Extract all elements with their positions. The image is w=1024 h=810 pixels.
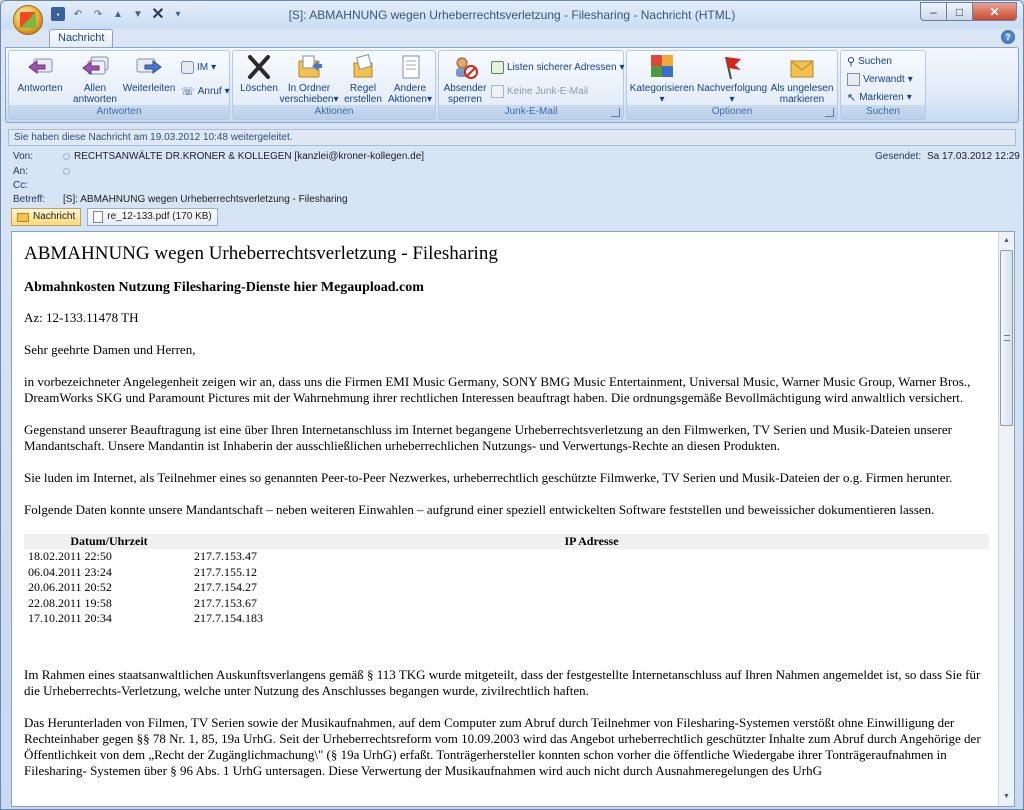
column-header-ip: IP Adresse: [194, 534, 989, 549]
delete-icon[interactable]: ✕: [151, 6, 165, 23]
block-sender-label-1: Absender: [443, 83, 487, 94]
dropdown-arrow-icon: ▾: [426, 94, 432, 105]
dialog-launcher-icon[interactable]: [611, 108, 620, 117]
move-to-folder-button[interactable]: [279, 53, 339, 105]
window-controls: [920, 2, 1017, 21]
block-sender-button[interactable]: [441, 53, 489, 105]
table-row: [24, 611, 989, 627]
from-value[interactable]: [63, 151, 424, 162]
dropdown-arrow-icon: ▾: [729, 94, 735, 105]
subject-label: Betreff:: [13, 194, 46, 205]
group-antworten: [8, 50, 230, 120]
reply-all-button[interactable]: [69, 53, 121, 105]
paragraph-2: Gegenstand unserer Beauftragung ist eine über Ihren Internetanschluss im Internet begangene Urheberrechtsverletzung an den Filmwerken, TV Serien und Musik-Dateien unserer Mandantschaft. Unsere Mandantin ist Inhaberin der ausschließlichen urheberrechlichen Nutzungs- und Verwertungs-Rechte an diesen Produkten.: [24, 422, 952, 453]
not-junk-label: Keine Junk-E-Mail: [507, 86, 589, 97]
related-label: Verwandt: [863, 74, 905, 85]
group-label-antworten: Antworten: [9, 105, 229, 119]
grip-icon: [1004, 335, 1010, 341]
other-actions-label-1: Andere: [393, 83, 427, 94]
message-tab-label: Nachricht: [33, 211, 76, 222]
group-aktionen: [232, 50, 436, 120]
office-button[interactable]: [13, 5, 43, 35]
group-label-aktionen: Aktionen: [233, 105, 435, 119]
safe-lists-button[interactable]: [491, 61, 625, 74]
follow-up-label: Nachverfolgung: [697, 83, 768, 94]
cursor-icon: ↖: [847, 92, 857, 104]
pdf-file-icon: [93, 211, 103, 223]
pdf-attachment-label: re_12-133.pdf (170 KB): [107, 211, 212, 222]
other-actions-label-2: Aktionen: [388, 94, 427, 105]
safe-lists-label: Listen sicherer Adressen: [507, 62, 617, 73]
reply-label: Antworten: [17, 83, 63, 94]
move-label-1: In Ordner: [287, 83, 331, 94]
body-heading: ABMAHNUNG wegen Urheberrechtsverletzung - Filesharing: [24, 243, 498, 264]
paragraph-5: Im Rahmen eines staatsanwaltlichen Auskunftsverlangens gemäß § 113 TKG wurde mitgeteilt, dass der festgestellte Internetanschluss auf Ihren Nahmen angemeldet ist, so dass Sie für die Urheberrechts-Verletzung, welche unter Nutzung des Anschlusses begangen wurde, zivilrechtlich haften.: [24, 666, 981, 698]
dropdown-arrow-icon: ▾: [659, 94, 665, 105]
categorize-label: Kategorisieren: [629, 83, 695, 94]
paragraph-4: Folgende Daten konnte unsere Mandantschaft – neben weiteren Einwahlen – aufgrund einer speziell entwickelten Software feststellen und beweissicher dokumentieren lassen.: [24, 502, 935, 517]
envelope-icon: [17, 213, 29, 222]
select-label: Markieren: [859, 92, 904, 103]
chat-icon: [181, 61, 194, 74]
from-label: Von:: [13, 151, 34, 162]
cc-label: Cc:: [13, 180, 28, 191]
scrollbar-thumb[interactable]: [1000, 250, 1013, 426]
message-body[interactable]: [11, 231, 1015, 807]
find-label: Suchen: [858, 56, 892, 67]
to-label: An:: [13, 166, 29, 177]
scroll-down-arrow-icon[interactable]: ▼: [1003, 793, 1010, 800]
safe-list-icon: [491, 61, 504, 74]
undo-icon[interactable]: ↶: [73, 8, 83, 20]
phone-icon: ☏: [181, 86, 195, 98]
mark-unread-label-2: markieren: [779, 94, 825, 105]
dropdown-arrow-icon: ▾: [907, 74, 913, 85]
group-junk-email: [438, 50, 624, 120]
from-address: RECHTSANWÄLTE DR.KRONER & KOLLEGEN [kanzlei@kroner-kollegen.de]: [74, 151, 425, 162]
ribbon-tab-row: [1, 29, 1023, 47]
attachment-bar: [11, 208, 218, 228]
ip-table: [24, 534, 989, 627]
forward-icon: [134, 53, 164, 81]
reply-all-label-1: Allen: [83, 83, 107, 94]
rule-label-2: erstellen: [344, 94, 382, 105]
group-label-suchen: Suchen: [841, 105, 925, 119]
tab-nachricht[interactable]: Nachricht: [49, 29, 113, 47]
up-arrow-icon[interactable]: ▲: [113, 8, 123, 20]
message-content: [24, 242, 986, 795]
rule-label-1: Regel: [349, 83, 377, 94]
dropdown-arrow-icon: ▾: [619, 62, 625, 73]
select-button[interactable]: [847, 91, 912, 104]
scroll-up-arrow-icon[interactable]: ▲: [1003, 237, 1010, 244]
related-button[interactable]: [847, 73, 913, 86]
title-bar: [1, 1, 1023, 29]
ip-cell: 217.7.153.47: [194, 549, 257, 563]
table-row: [24, 549, 989, 565]
reply-all-label-2: antworten: [73, 94, 117, 105]
maximize-button[interactable]: □: [947, 2, 973, 21]
ip-cell: 217.7.154.183: [194, 611, 263, 625]
call-button[interactable]: [181, 85, 230, 98]
other-actions-button[interactable]: [385, 53, 435, 105]
down-arrow-icon[interactable]: ▼: [133, 8, 143, 20]
group-suchen: [840, 50, 926, 120]
create-rule-button[interactable]: [341, 53, 385, 105]
mark-unread-button[interactable]: [769, 53, 835, 105]
dropdown-arrow-icon: ▾: [224, 86, 230, 97]
info-bar[interactable]: Sie haben diese Nachricht am 19.03.2012 10:48 weitergeleitet.: [8, 129, 1016, 146]
salutation: Sehr geehrte Damen und Herren,: [24, 342, 196, 357]
forward-button[interactable]: [121, 53, 177, 94]
ip-table-header: [24, 534, 989, 549]
ribbon: [5, 47, 1019, 123]
save-icon[interactable]: ▪: [51, 7, 65, 21]
not-junk-button[interactable]: [491, 85, 588, 98]
body-subheading: Abmahnkosten Nutzung Filesharing-Dienste hier Megaupload.com: [24, 280, 424, 295]
dropdown-arrow-icon: ▾: [906, 92, 912, 103]
paragraph-1: in vorbezeichneter Angelegenheit zeigen wir an, dass uns die Firmen EMI Music Germany, SONY BMG Music Entertainment, Universal Music, Warner Music Group, Warner Bros., DreamWorks SKG und Paramount Pictures mit der Wahrnehmung ihrer rechtlichen Interessen beauftragt haben. Die ordnungsgemäße Bevollmächtigung wird anwaltlich versichert.: [24, 374, 971, 405]
dropdown-arrow-icon: ▾: [211, 62, 217, 73]
table-row: [24, 596, 989, 612]
group-label-junk: Junk-E-Mail: [439, 105, 623, 119]
mark-unread-label-1: Als ungelesen: [770, 83, 834, 94]
paragraph-6: Das Herunterladen von Filmen, TV Serien sowie der Musikaufnahmen, auf dem Computer zum Abruf durch Teilnehmer von Filesharing-Systemen verstößt ohne Einwilligung der Rechteinhaber gegen §§ 78 Nr. 1, 85, 19a UrhG. Seit der Urheberrechtsreform vom 10.09.2003 wird das Angebot urheberrechtlich geschützter Inhalte zum Abruf durch Angehörige der Öffentlichkeit von dem „Recht der Zugänglichmachung\" (§ 19a UrhG) erfaßt. Tonträgerhersteller konnten schon vorher die öffentliche Wiedergabe ihrer Tonträgeraufnahmen in Filesharing- Systemen über § 96 Abs. 1 UrhG untersagen. Diese Verwertung der Musikaufnahmen wird auch nicht durch Ausnahmeregelungen des UrhG: [24, 714, 981, 778]
flag-icon: [717, 53, 747, 81]
date-cell: 22.08.2011 19:58: [28, 595, 112, 610]
ip-cell: 217.7.154.27: [194, 580, 257, 594]
delete-button[interactable]: [237, 53, 281, 94]
office-logo-icon: [20, 12, 36, 28]
dialog-launcher-icon[interactable]: [825, 108, 834, 117]
help-icon[interactable]: ?: [1001, 30, 1015, 44]
vertical-scrollbar[interactable]: [998, 232, 1014, 806]
other-actions-icon: [395, 53, 425, 81]
message-tab[interactable]: [11, 208, 81, 226]
block-sender-icon: [450, 53, 480, 81]
sent-label: Gesendet:: [875, 151, 922, 162]
customize-toolbar-icon[interactable]: ▾: [175, 8, 181, 20]
date-cell: 06.04.2011 23:24: [28, 564, 112, 579]
presence-icon: [63, 153, 70, 160]
find-button[interactable]: [847, 55, 892, 68]
subject-value: [S]: ABMAHNUNG wegen Urheberrechtsverletzung - Filesharing: [63, 194, 348, 205]
folder-move-icon: [294, 53, 324, 81]
minimize-button[interactable]: –: [920, 2, 947, 21]
date-cell: 17.10.2011 20:34: [28, 611, 112, 625]
to-value[interactable]: [63, 166, 74, 177]
window-title: [S]: ABMAHNUNG wegen Urheberrechtsverletzung - Filesharing - Nachricht (HTML): [288, 8, 736, 22]
table-row: [24, 565, 989, 581]
reply-all-icon: [80, 53, 110, 81]
pdf-attachment[interactable]: [87, 208, 218, 226]
rule-icon: [348, 53, 378, 81]
group-label-optionen: Optionen: [627, 105, 837, 119]
redo-icon[interactable]: ↷: [93, 8, 103, 20]
call-label: Anruf: [197, 86, 222, 97]
date-cell: 20.06.2011 20:52: [28, 580, 112, 594]
related-icon: [847, 73, 860, 86]
ip-cell: 217.7.153.67: [194, 595, 257, 610]
group-optionen: [626, 50, 838, 120]
reply-icon: [25, 53, 55, 81]
date-cell: 18.02.2011 22:50: [28, 549, 112, 563]
forward-label: Weiterleiten: [122, 83, 176, 94]
im-label: IM: [197, 62, 209, 73]
not-junk-icon: [491, 85, 504, 98]
categorize-icon: [647, 53, 677, 81]
paragraph-3: Sie luden im Internet, als Teilnehmer eines so genannten Peer-to-Peer Nezwerkes, urheberrechtlich geschützte Filmwerke, TV Serien und Musik-Dateien der o.g. Firmen herunter.: [24, 470, 953, 485]
block-sender-label-2: sperren: [448, 94, 482, 105]
binoculars-icon: ⚲: [847, 56, 856, 68]
sent-value: Sa 17.03.2012 12:29: [927, 151, 1020, 162]
im-button[interactable]: [181, 61, 216, 74]
ip-cell: 217.7.155.12: [194, 564, 257, 579]
delete-label: Löschen: [240, 83, 278, 94]
categorize-button[interactable]: [629, 53, 695, 105]
delete-x-icon: [244, 53, 274, 81]
table-row: [24, 580, 989, 596]
dropdown-arrow-icon: ▾: [333, 94, 339, 105]
close-button[interactable]: ✕: [973, 2, 1017, 21]
column-header-date: Datum/Uhrzeit: [24, 534, 194, 549]
reply-button[interactable]: [13, 53, 67, 94]
reference-number: Az: 12-133.11478 TH: [24, 310, 139, 325]
follow-up-button[interactable]: [697, 53, 767, 105]
move-label-2: verschieben: [279, 94, 334, 105]
presence-icon: [63, 168, 70, 175]
unread-envelope-icon: [787, 53, 817, 81]
